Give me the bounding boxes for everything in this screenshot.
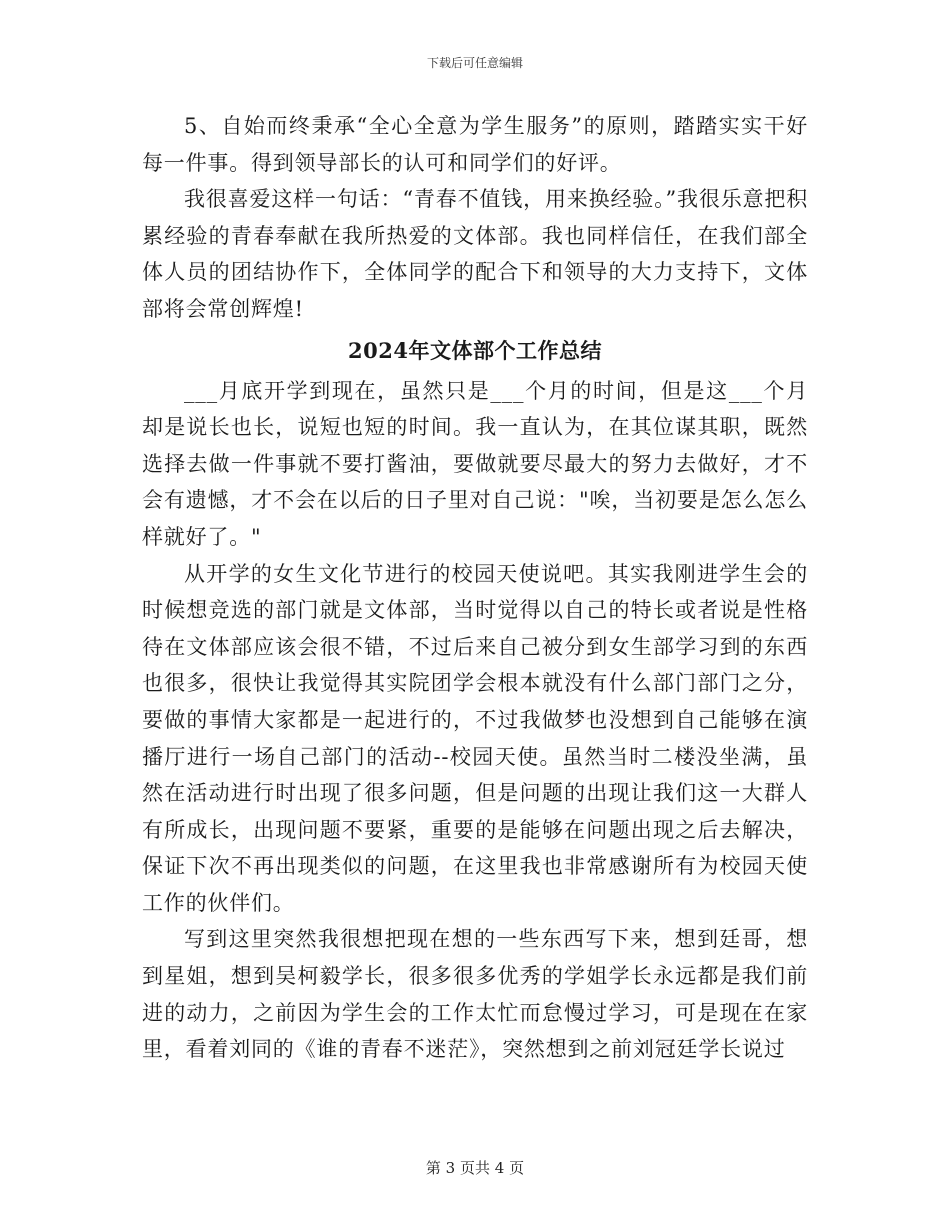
paragraph-favorite-quote: 我很喜爱这样一句话：“青春不值钱，用来换经验。”我很乐意把积累经验的青春奉献在我所热爱的文体部。我也同样信任，在我们部全体人员的团结协作下，全体同学的配合下和领导的大力支持下，文体部将会常创辉煌! xyxy=(142,187,808,321)
page-header: 下载后可任意编辑 xyxy=(426,56,523,70)
paragraph-principle: 5、自始而终秉承“全心全意为学生服务”的原则，踏踏实实干好每一件事。得到领导部长的认可和同学们的好评。 xyxy=(142,114,808,175)
document-body xyxy=(142,108,808,1068)
page-number: 第 3 页共 4 页 xyxy=(425,1159,525,1177)
section-title: 2024年文体部个工作总结 xyxy=(348,337,602,363)
paragraph-reflection: 写到这里突然我很想把现在想的一些东西写下来，想到廷哥，想到星姐，想到吴柯毅学长，很多很多优秀的学姐学长永远都是我们前进的动力，之前因为学生会的工作太忙而怠慢过学习，可是现在在家里，看着刘同的《谁的青春不迷茫》，突然想到之前刘冠廷学长说过 xyxy=(142,927,808,1062)
paragraph-semester-start: ___月底开学到现在，虽然只是___个月的时间，但是这___个月却是说长也长，说短也短的时间。我一直认为，在其位谋其职，既然选择去做一件事就不要打酱油，要做就要尽最大的努力去做好，才不会有遗憾，才不会在以后的日子里对自己说："唉，当初要是怎么怎么样就好了。" xyxy=(142,378,808,549)
paragraph-campus-angel: 从开学的女生文化节进行的校园天使说吧。其实我刚进学生会的时候想竞选的部门就是文体部，当时觉得以自己的特长或者说是性格待在文体部应该会很不错，不过后来自己被分到女生部学习到的东西也很多，很快让我觉得其实院团学会根本就没有什么部门部门之分，要做的事情大家都是一起进行的，不过我做梦也没想到自己能够在演播厅进行一场自己部门的活动--校园天使。虽然当时二楼没坐满，虽然在活动进行时出现了很多问题，但是问题的出现让我们这一大群人有所成长，出现问题不要紧，重要的是能够在问题出现之后去解决，保证下次不再出现类似的问题，在这里我也非常感谢所有为校园天使工作的伙伴们。 xyxy=(142,561,808,915)
